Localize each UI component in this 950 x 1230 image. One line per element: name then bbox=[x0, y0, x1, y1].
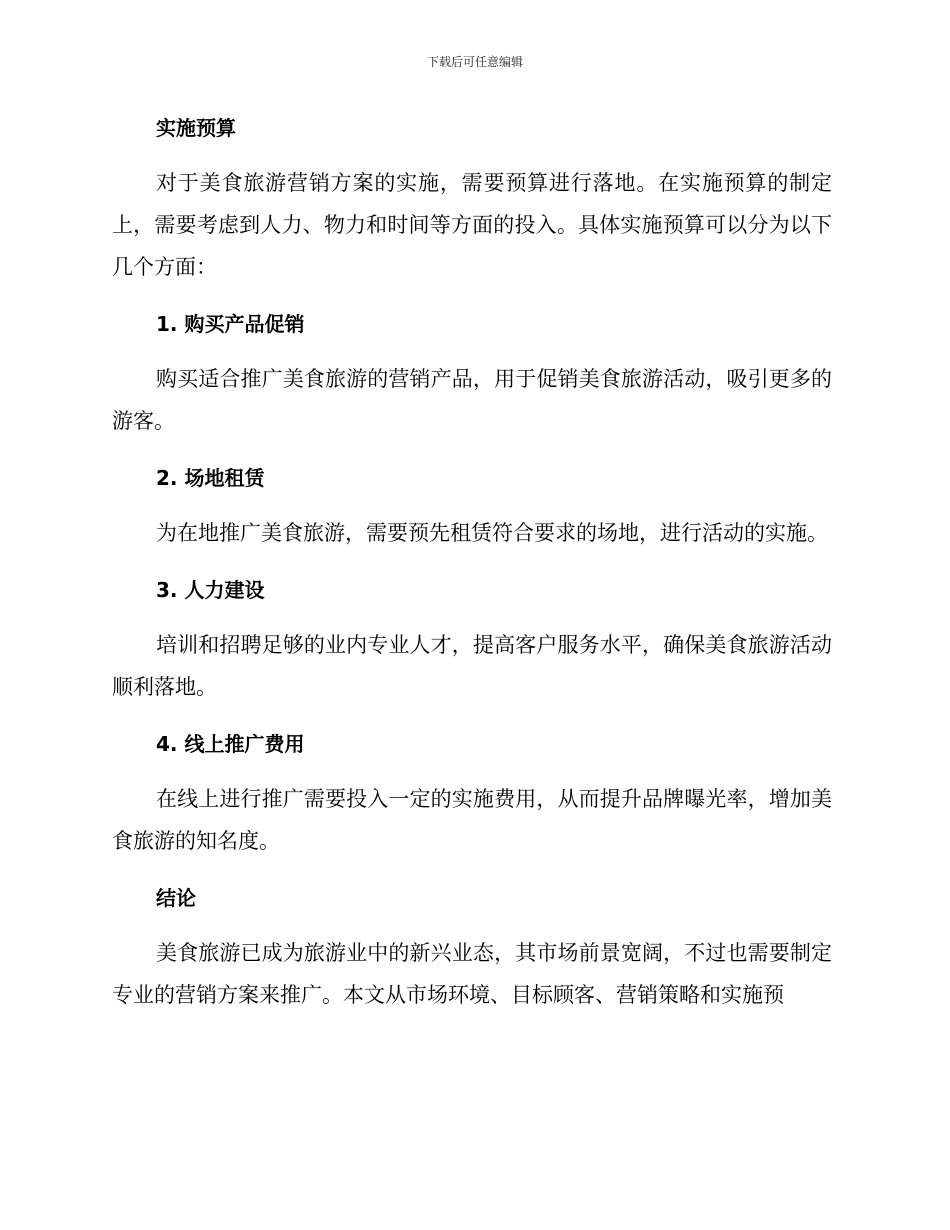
section-paragraph: 为在地推广美食旅游，需要预先租赁符合要求的场地，进行活动的实施。 bbox=[156, 521, 828, 545]
section-product-promotion bbox=[112, 304, 832, 442]
section-paragraph: 美食旅游已成为旅游业中的新兴业态，其市场前景宽阔，不过也需要制定专业的营销方案来推广。本文从市场环境、目标顾客、营销策略和实施预 bbox=[112, 941, 832, 1007]
section-conclusion bbox=[112, 878, 832, 1016]
section-heading: 结论 bbox=[156, 886, 196, 910]
section-heading: 实施预算 bbox=[156, 116, 236, 140]
section-staffing bbox=[112, 570, 832, 708]
page-header: 下载后可任意编辑 bbox=[426, 55, 523, 69]
section-paragraph: 购买适合推广美食旅游的营销产品，用于促销美食旅游活动，吸引更多的游客。 bbox=[112, 367, 832, 433]
section-heading: 4. 线上推广费用 bbox=[156, 732, 305, 756]
section-heading: 3. 人力建设 bbox=[156, 578, 265, 602]
section-paragraph: 在线上进行推广需要投入一定的实施费用，从而提升品牌曝光率，增加美食旅游的知名度。 bbox=[112, 787, 832, 853]
document-body bbox=[112, 108, 832, 1032]
section-budget bbox=[112, 108, 832, 288]
section-paragraph: 对于美食旅游营销方案的实施，需要预算进行落地。在实施预算的制定上，需要考虑到人力、物力和时间等方面的投入。具体实施预算可以分为以下几个方面： bbox=[112, 171, 832, 279]
section-heading: 1. 购买产品促销 bbox=[156, 312, 305, 336]
section-online-promotion bbox=[112, 724, 832, 862]
section-paragraph: 培训和招聘足够的业内专业人才，提高客户服务水平，确保美食旅游活动顺利落地。 bbox=[112, 633, 832, 699]
section-heading: 2. 场地租赁 bbox=[156, 466, 265, 490]
section-venue-rental bbox=[112, 458, 832, 554]
